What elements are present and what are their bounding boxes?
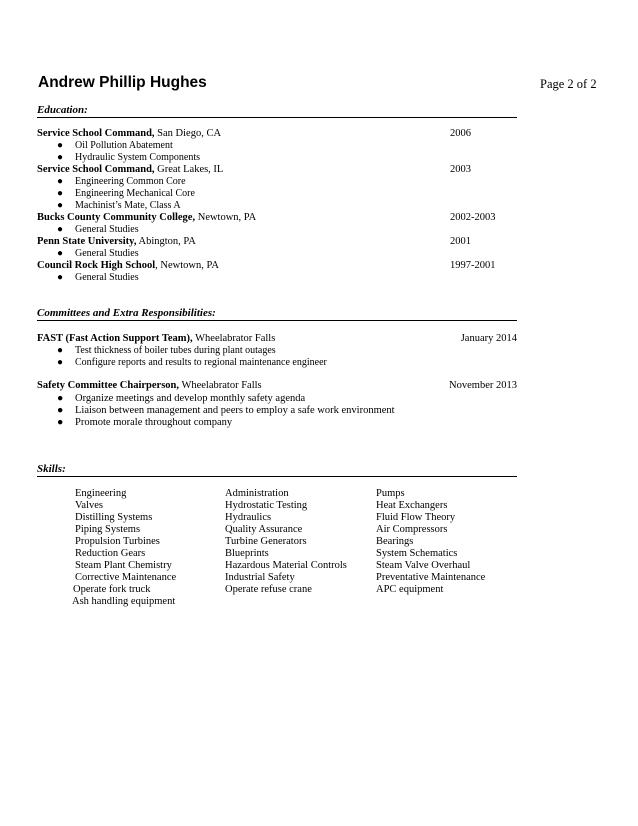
committees-heading: Committees and Extra Responsibilities: (37, 307, 517, 321)
list-item-text: Machinist’s Mate, Class A (75, 200, 181, 211)
skill-item: Hydraulics (225, 512, 272, 523)
school-name: Council Rock High School (37, 260, 156, 271)
committee-org: Wheelabrator Falls (179, 380, 262, 391)
education-entry (37, 212, 517, 224)
committee-date: November 2013 (449, 380, 517, 391)
list-item-text: Engineering Common Core (75, 176, 186, 187)
list-item: ● Engineering Common Core (57, 176, 186, 187)
list-item: ● Liaison between management and peers to employ a safe work environment (57, 405, 395, 416)
skill-item: Steam Plant Chemistry (75, 560, 172, 571)
education-year: 2001 (450, 236, 471, 247)
list-item-text: Oil Pollution Abatement (75, 140, 173, 151)
list-item: ● General Studies (57, 248, 139, 259)
skills-heading: Skills: (37, 463, 517, 477)
list-item: ● Organize meetings and develop monthly safety agenda (57, 393, 306, 404)
education-entry (37, 260, 517, 272)
skill-item: Fluid Flow Theory (376, 512, 456, 523)
skill-item: Heat Exchangers (376, 500, 448, 511)
skills-column-3 (376, 488, 485, 596)
committee-date: January 2014 (460, 333, 517, 344)
education-entry (37, 128, 517, 140)
skill-item: Valves (75, 500, 103, 511)
page-number: Page 2 of 2 (540, 77, 597, 91)
skill-item: Operate fork truck (73, 584, 151, 595)
skill-item: Hydrostatic Testing (225, 500, 308, 511)
skill-item: Propulsion Turbines (75, 536, 160, 547)
list-item: ● Engineering Mechanical Core (57, 188, 195, 199)
list-item: ● Machinist’s Mate, Class A (57, 200, 181, 211)
education-year: 2002-2003 (450, 212, 496, 223)
list-item: ● General Studies (57, 272, 139, 283)
list-item: ● General Studies (57, 224, 139, 235)
school-location: Great Lakes, IL (154, 164, 224, 175)
committee-entry (37, 333, 517, 345)
committee-title: Safety Committee Chairperson, (37, 380, 180, 391)
list-item: ● Oil Pollution Abatement (57, 140, 173, 151)
skill-item: Engineering (75, 488, 127, 499)
skill-item: APC equipment (376, 584, 444, 595)
school-location: , Newtown, PA (155, 260, 219, 271)
list-item-text: Configure reports and results to regional maintenance engineer (75, 357, 327, 368)
list-item-text: Hydraulic System Components (75, 152, 200, 163)
school-name: Service School Command, (37, 128, 155, 139)
list-item-text: Promote morale throughout company (75, 417, 233, 428)
skill-item: Air Compressors (376, 524, 448, 535)
list-item-text: Liaison between management and peers to employ a safe work environment (75, 405, 395, 416)
committee-title: FAST (Fast Action Support Team), (37, 333, 193, 344)
skill-item: Operate refuse crane (225, 584, 312, 595)
education-heading: Education: (37, 104, 517, 118)
resume-name: Andrew Phillip Hughes (38, 74, 207, 91)
skill-item: Preventative Maintenance (376, 572, 486, 583)
skill-item: Ash handling equipment (72, 596, 176, 607)
skill-item: Distilling Systems (75, 512, 153, 523)
list-item-text: Engineering Mechanical Core (75, 188, 195, 199)
list-item: ● Hydraulic System Components (57, 152, 200, 163)
skill-item: Turbine Generators (225, 536, 307, 547)
education-year: 2003 (450, 164, 471, 175)
committee-entry (37, 380, 517, 392)
skill-item: Reduction Gears (75, 548, 146, 559)
skill-item: Steam Valve Overhaul (376, 560, 471, 571)
school-location: Newtown, PA (195, 212, 257, 223)
school-location: Abington, PA (136, 236, 196, 247)
skills-column-2 (225, 488, 347, 596)
school-location: San Diego, CA (154, 128, 222, 139)
skill-item: Industrial Safety (225, 572, 295, 583)
skill-item: Bearings (376, 536, 414, 547)
list-item-text: Test thickness of boiler tubes during plant outages (75, 345, 276, 356)
skill-item: Blueprints (225, 548, 269, 559)
skill-item: Quality Assurance (225, 524, 303, 535)
list-item-text: General Studies (75, 248, 139, 259)
list-item-text: General Studies (75, 272, 139, 283)
skill-item: Piping Systems (75, 524, 141, 535)
skills-column-1 (72, 488, 177, 608)
skill-item: Hazardous Material Controls (225, 560, 347, 571)
list-item-text: Organize meetings and develop monthly safety agenda (75, 393, 306, 404)
education-year: 1997-2001 (450, 260, 496, 271)
list-item: ● Configure reports and results to regional maintenance engineer (57, 357, 327, 368)
skill-item: Corrective Maintenance (75, 572, 177, 583)
list-item: ● Test thickness of boiler tubes during plant outages (57, 345, 276, 356)
list-item-text: General Studies (75, 224, 139, 235)
education-entry (37, 164, 517, 176)
school-name: Penn State University, (37, 236, 137, 247)
skill-item: System Schematics (376, 548, 458, 559)
skill-item: Administration (225, 488, 289, 499)
skill-item: Pumps (376, 488, 405, 499)
education-year: 2006 (450, 128, 471, 139)
education-entry (37, 236, 517, 248)
school-name: Bucks County Community College, (37, 212, 196, 223)
school-name: Service School Command, (37, 164, 155, 175)
committee-org: Wheelabrator Falls (192, 333, 276, 344)
list-item: ● Promote morale throughout company (57, 417, 233, 428)
